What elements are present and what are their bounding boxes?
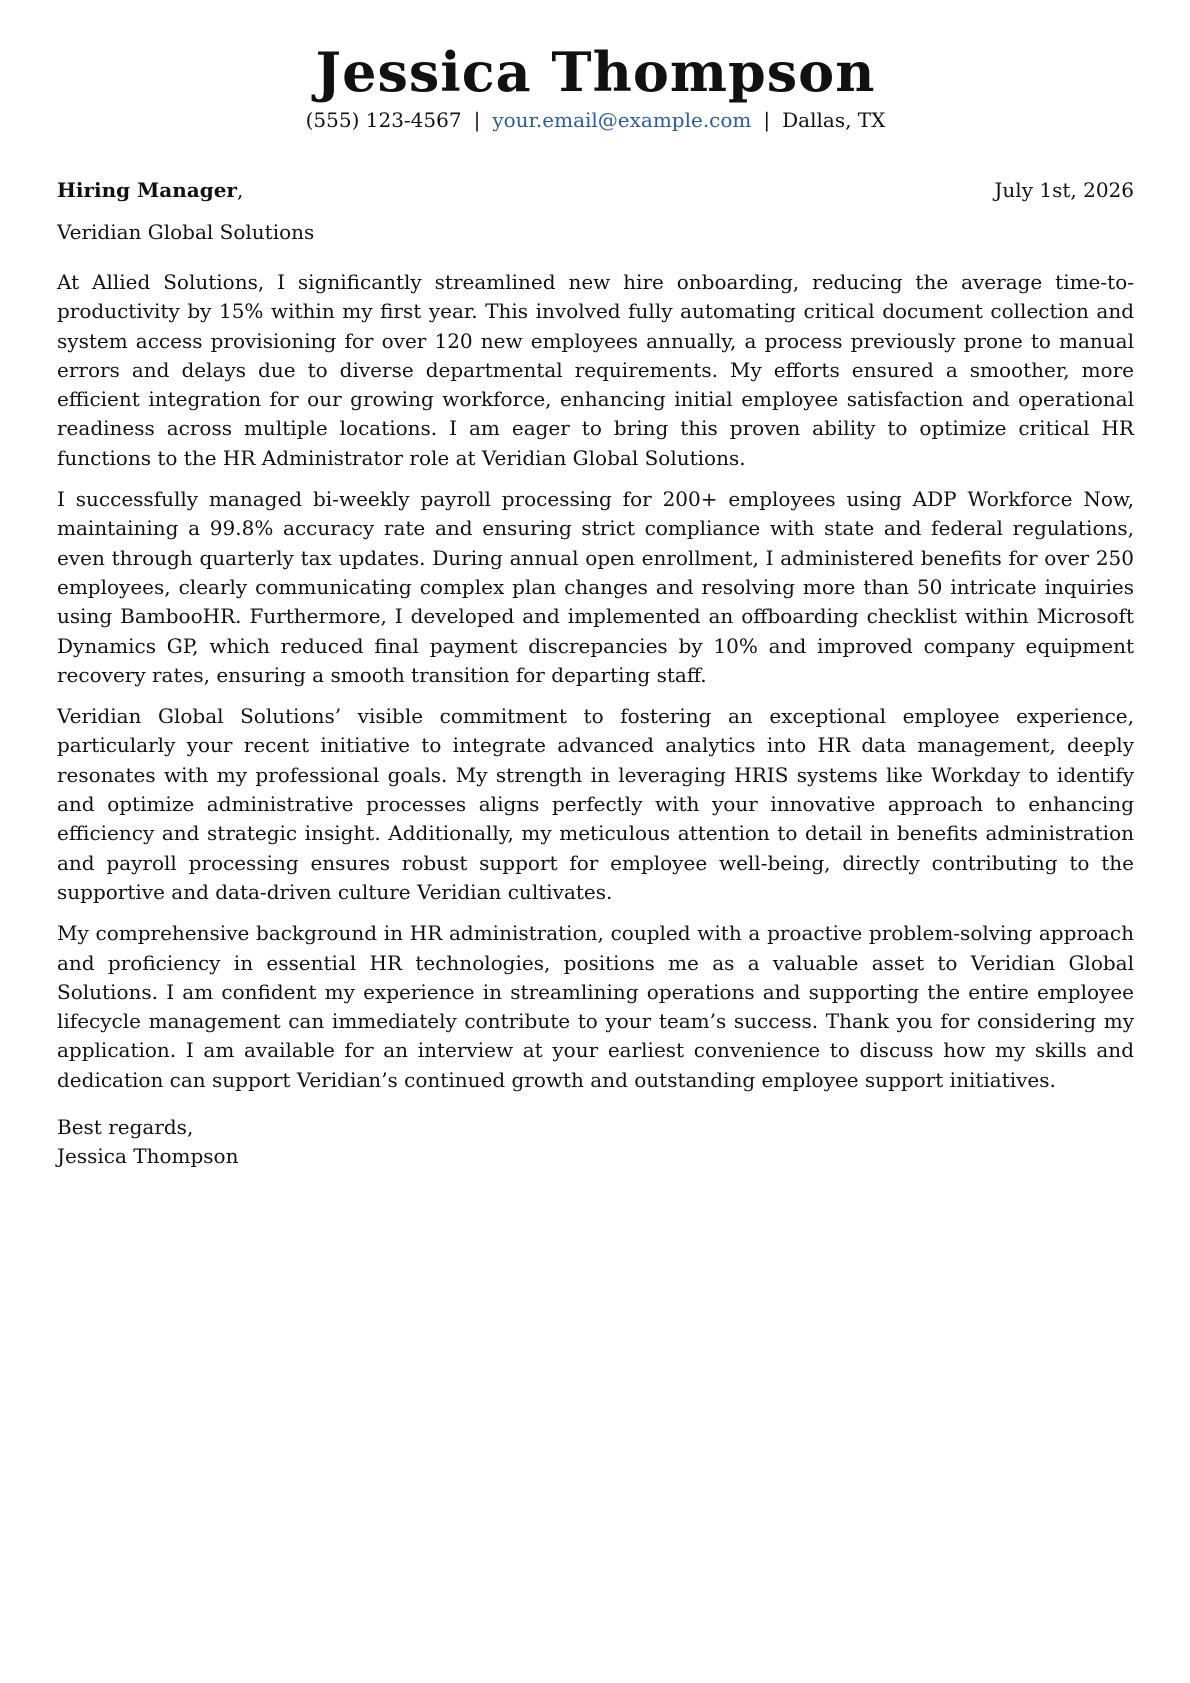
closing-signature: Jessica Thompson	[57, 1144, 239, 1169]
separator: |	[763, 108, 771, 132]
contact-line	[57, 106, 1134, 134]
recipient-name: Hiring Manager	[57, 178, 237, 202]
phone-number: (555) 123-4567	[305, 108, 462, 132]
recipient-greeting	[57, 176, 243, 204]
recipient-company: Veridian Global Solutions	[57, 220, 315, 244]
closing-salutation: Best regards,	[57, 1115, 194, 1140]
email-link[interactable]: your.email@example.com	[492, 108, 752, 132]
cover-letter-page	[57, 0, 1134, 1172]
letter-closing	[57, 1113, 1134, 1172]
body-paragraph: At Allied Solutions, I significantly streamlined new hire onboarding, reducing the average time-to-productivity by 15% within my first year. This involved fully automating critical document collection and system access provisioning for over 120 new employees annually, a process previously prone to manual errors and delays due to diverse departmental requirements. My efforts ensured a smoother, more efficient integration for our growing workforce, enhancing initial employee satisfaction and operational readiness across multiple locations. I am eager to bring this proven ability to optimize critical HR functions to the HR Administrator role at Veridian Global Solutions.	[57, 270, 1134, 470]
body-paragraph: My comprehensive background in HR administration, coupled with a proactive problem-solving approach and proficiency in essential HR technologies, positions me as a valuable asset to Veridian Global Solutions. I am confident my experience in streamlining operations and supporting the entire employee lifecycle management can immediately contribute to your team’s success. Thank you for considering my application. I am available for an interview at your earliest convenience to discuss how my skills and dedication can support Veridian’s continued growth and outstanding employee support initiatives.	[57, 921, 1134, 1092]
letter-date: July 1st, 2026	[994, 178, 1134, 202]
letter-body	[57, 268, 1134, 1095]
recipient-row	[57, 176, 1134, 204]
location: Dallas, TX	[782, 108, 886, 132]
recipient-comma: ,	[236, 178, 244, 202]
applicant-name: Jessica Thompson	[315, 40, 876, 104]
body-paragraph: Veridian Global Solutions’ visible commitment to fostering an exceptional employee experience, particularly your recent initiative to integrate advanced analytics into HR data management, deeply resonates with my professional goals. My strength in leveraging HRIS systems like Workday to identify and optimize administrative processes aligns perfectly with your innovative approach to enhancing efficiency and strategic insight. Additionally, my meticulous attention to detail in benefits administration and payroll processing ensures robust support for employee well-being, directly contributing to the supportive and data-driven culture Veridian cultivates.	[57, 704, 1134, 904]
separator: |	[473, 108, 481, 132]
body-paragraph: I successfully managed bi-weekly payroll processing for 200+ employees using ADP Workforce Now, maintaining a 99.8% accuracy rate and ensuring strict compliance with state and federal regulations, even through quarterly tax updates. During annual open enrollment, I administered benefits for over 250 employees, clearly communicating complex plan changes and resolving more than 50 intricate inquiries using BambooHR. Furthermore, I developed and implemented an offboarding checklist within Microsoft Dynamics GP, which reduced final payment discrepancies by 10% and improved company equipment recovery rates, ensuring a smooth transition for departing staff.	[57, 487, 1134, 687]
letter-header	[57, 0, 1134, 134]
